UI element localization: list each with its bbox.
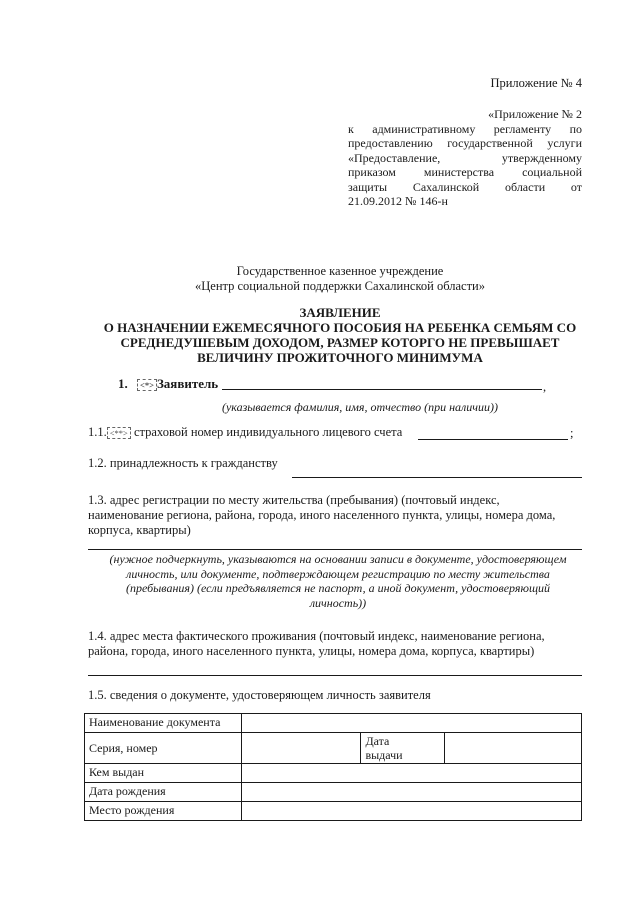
item1-1-number: 1.1. (88, 425, 107, 439)
heading-line3: ВЕЛИЧИНУ ПРОЖИТОЧНОГО МИНИМУМА (197, 350, 483, 365)
item1-2-label: 1.2. принадлежность к гражданству (88, 456, 278, 470)
appendix-ref-line7: 21.09.2012 № 146-н (348, 194, 448, 208)
appendix-ref-line2: к административному регламенту по (348, 121, 582, 136)
item1-3-note4: личность)) (309, 595, 367, 610)
statement-heading (80, 305, 600, 365)
section1-label: Заявитель (156, 376, 219, 391)
item1-3-note3: (пребывания) (если предъявляется не паспорт, а иной документ, удостоверяющий (125, 581, 550, 595)
issue-date-cell[interactable] (445, 733, 582, 764)
section1-trailing: , (543, 380, 547, 394)
appendix-ref-line5: приказом министерства социальной (348, 165, 582, 179)
item1-5-label: 1.5. сведения о документе, удостоверяющем личность заявителя (88, 688, 431, 702)
heading-title: ЗАЯВЛЕНИЕ (299, 305, 381, 320)
issue-date-label (361, 733, 445, 764)
series-number-label: Серия, номер (85, 733, 242, 764)
doc-name-cell[interactable] (241, 714, 581, 733)
item1-3-line2: наименование региона, района, города, иного населенного пункта, улицы, номера дома, (88, 508, 556, 522)
appendix-ref-line1: «Приложение № 2 (488, 107, 582, 121)
section1-stamp: <*> (137, 379, 157, 391)
item1-3-line1: 1.3. адрес регистрации по месту жительства (пребывания) (почтовый индекс, (88, 493, 500, 507)
table-row (85, 714, 582, 733)
institution (100, 264, 580, 294)
item1-3-note2: личность, или документе, подтверждающем регистрацию по месту жительства (126, 566, 550, 581)
registration-address-line[interactable] (88, 549, 582, 550)
item1-1-row (88, 425, 402, 440)
item1-3-note (88, 552, 588, 610)
item1-3-note1: (нужное подчеркнуть, указываются на основании записи в документе, удостоверяющем (109, 552, 567, 566)
appendix-reference (348, 107, 582, 209)
table-row (85, 783, 582, 802)
section1-number: 1. (118, 376, 128, 391)
issued-by-cell[interactable] (241, 764, 581, 783)
item1-4-text (88, 629, 588, 659)
series-number-cell[interactable] (241, 733, 361, 764)
institution-line1: Государственное казенное учреждение (236, 264, 444, 278)
appendix-ref-line4: «Предоставление, утвержденному (348, 150, 582, 165)
snils-line[interactable] (418, 439, 568, 440)
item1-3-line3: корпуса, квартиры) (88, 523, 191, 537)
item1-1-label: страховой номер индивидуального лицевого счета (133, 425, 403, 439)
heading-line2: СРЕДНЕДУШЕВЫМ ДОХОДОМ, РАЗМЕР КОТОРГО НЕ ПРЕВЫШАЕТ (120, 335, 560, 350)
item1-4-line1: 1.4. адрес места фактического проживания (почтовый индекс, наименование региона, (88, 629, 545, 643)
heading-line1: О НАЗНАЧЕНИИ ЕЖЕМЕСЯЧНОГО ПОСОБИЯ НА РЕБЕНКА СЕМЬЯМ СО (103, 320, 577, 335)
table-row (85, 802, 582, 821)
applicant-name-hint: (указывается фамилия, имя, отчество (при наличии)) (221, 400, 499, 414)
issue-date-label-line1: Дата (365, 734, 390, 748)
birth-place-cell[interactable] (241, 802, 581, 821)
table-row (85, 764, 582, 783)
issued-by-label: Кем выдан (85, 764, 242, 783)
citizenship-line[interactable] (292, 477, 582, 478)
appendix-ref-line6: защиты Сахалинской области от (348, 179, 582, 194)
applicant-name-line[interactable] (222, 389, 542, 390)
table-row (85, 733, 582, 764)
doc-name-label: Наименование документа (85, 714, 242, 733)
birth-place-label: Место рождения (85, 802, 242, 821)
actual-address-line[interactable] (88, 675, 582, 676)
id-document-table (84, 713, 582, 821)
item1-4-line2: района, города, иного населенного пункта, улицы, номера дома, корпуса, квартиры) (88, 644, 535, 658)
appendix-title: Приложение № 4 (490, 76, 582, 90)
birth-date-cell[interactable] (241, 783, 581, 802)
institution-line2: «Центр социальной поддержки Сахалинской области» (195, 279, 485, 293)
appendix-ref-line3: предоставлению государственной услуги (348, 136, 582, 150)
item1-1-stamp: <**> (107, 427, 131, 439)
birth-date-label: Дата рождения (85, 783, 242, 802)
section1-row (118, 376, 218, 392)
item1-1-trailing: ; (570, 426, 574, 440)
item1-3-text (88, 493, 588, 538)
issue-date-label-line2: выдачи (365, 748, 403, 762)
